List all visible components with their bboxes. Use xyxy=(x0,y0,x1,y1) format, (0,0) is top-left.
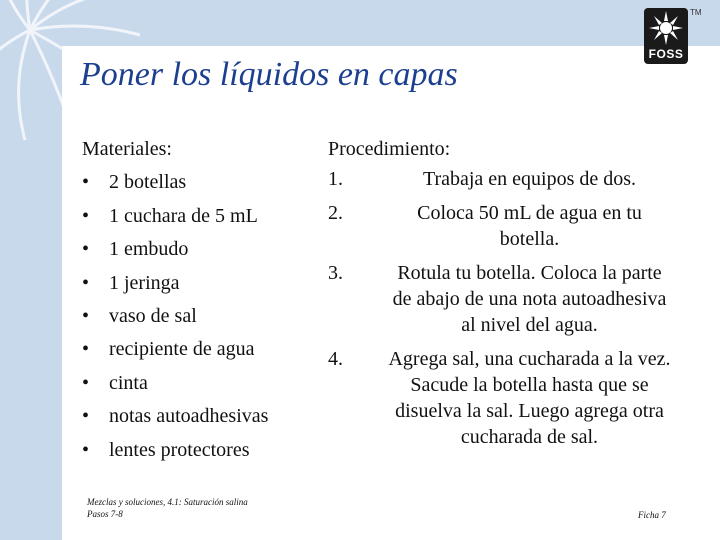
step-text: Agrega sal, una cucharada a la vez. Sacude la botella hasta que se disuelva la sal. Luego agrega otra cucharada de sal. xyxy=(388,348,671,449)
materials-heading: Materiales: xyxy=(82,138,172,160)
page-number: Ficha 7 xyxy=(638,510,666,520)
page-title: Poner los líquidos en capas xyxy=(80,56,458,93)
procedure-section xyxy=(328,133,678,450)
step-number: 2. xyxy=(328,202,343,225)
list-item xyxy=(82,367,312,400)
list-item xyxy=(82,400,312,433)
item-text: 1 jeringa xyxy=(109,271,180,294)
bullet: • xyxy=(82,305,90,328)
item-text: lentes protectores xyxy=(109,438,250,461)
foss-logo xyxy=(644,8,688,64)
list-item xyxy=(82,434,312,467)
bullet: • xyxy=(82,438,90,461)
item-text: 1 cuchara de 5 mL xyxy=(109,204,258,227)
bullet: • xyxy=(82,171,90,194)
item-text: notas autoadhesivas xyxy=(109,405,269,428)
materials-list xyxy=(82,166,312,467)
logo-text: FOSS xyxy=(648,47,684,61)
step-text: Trabaja en equipos de dos. xyxy=(422,168,637,191)
footer-source xyxy=(87,496,248,520)
footer-line: Pasos 7-8 xyxy=(87,509,123,519)
bullet: • xyxy=(82,338,90,361)
list-item xyxy=(82,233,312,266)
list-item xyxy=(82,300,312,333)
bullet: • xyxy=(82,405,90,428)
bullet: • xyxy=(82,371,90,394)
item-text: cinta xyxy=(109,371,148,394)
step-text: Coloca 50 mL de agua en tu botella. xyxy=(417,202,642,251)
procedure-heading: Procedimiento: xyxy=(328,138,451,160)
sun-icon xyxy=(644,8,688,48)
list-item xyxy=(82,200,312,233)
list-item xyxy=(82,267,312,300)
bullet: • xyxy=(82,204,90,227)
procedure-step xyxy=(328,166,678,192)
item-text: 1 embudo xyxy=(109,238,189,261)
bullet: • xyxy=(82,271,90,294)
list-item xyxy=(82,333,312,366)
procedure-step xyxy=(328,260,678,338)
materials-section xyxy=(82,133,312,467)
procedure-step xyxy=(328,346,678,450)
step-number: 4. xyxy=(328,348,343,371)
procedure-step xyxy=(328,200,678,252)
footer-line: Mezclas y soluciones, 4.1: Saturación salina xyxy=(87,497,248,507)
step-text: Rotula tu botella. Coloca la parte de abajo de una nota autoadhesiva al nivel del agua. xyxy=(392,262,667,337)
bullet: • xyxy=(82,238,90,261)
trademark-mark: TM xyxy=(690,8,702,17)
item-text: vaso de sal xyxy=(109,305,197,328)
item-text: recipiente de agua xyxy=(109,338,255,361)
list-item xyxy=(82,166,312,199)
step-number: 1. xyxy=(328,168,343,191)
step-number: 3. xyxy=(328,262,343,285)
item-text: 2 botellas xyxy=(109,171,187,194)
